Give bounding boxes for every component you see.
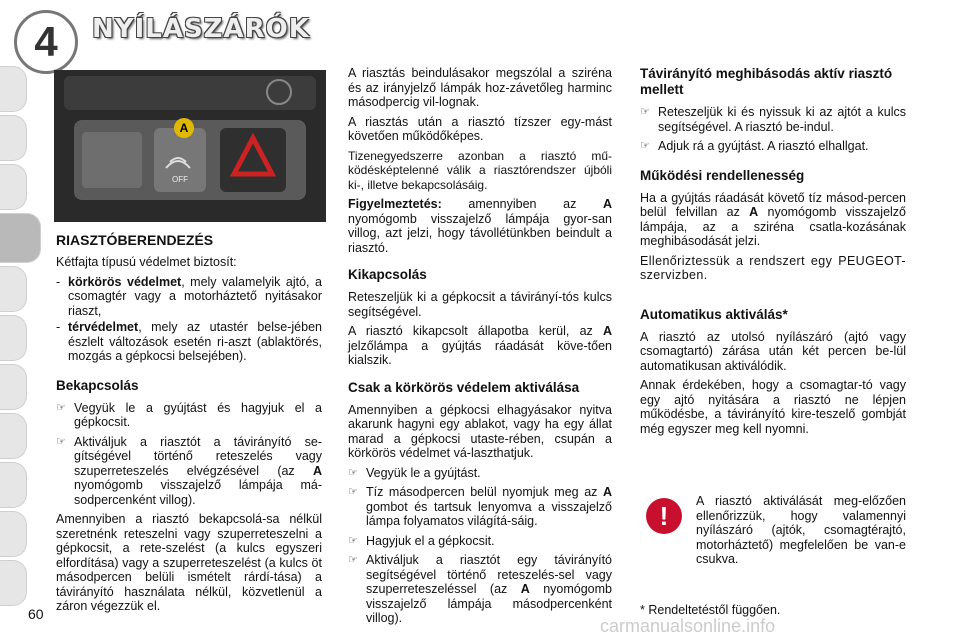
column-left [56,232,322,619]
protection-item-bold: térvédelmet [68,320,139,334]
chapter-tabs [0,66,40,609]
chapter-title: NYÍLÁSZÁRÓK [92,14,310,44]
body-paragraph: Reteszeljük ki a gépkocsit a távirányí-tós kulcs segítségével. [348,290,612,319]
defrost-button [82,132,142,188]
chapter-tab [0,364,27,410]
pointing-hand-icon: ☞ [348,466,358,479]
section-title-malfunction: Működési rendellenesség [640,167,805,183]
body-paragraph: Ellenőriztessük a rendszert egy PEUGEOT-szervizben. [640,253,906,282]
chapter-tab [0,164,27,210]
pointing-hand-icon: ☞ [56,435,66,448]
chapter-tab [0,66,27,112]
step-item: ☞ Vegyük le a gyújtást és hagyjuk el a gépkocsit. [56,400,322,429]
chapter-tab [0,266,27,312]
protection-item-text: , mely valamelyik ajtó, a csomagtér vagy a motorháztető nyitásakor riaszt, [68,274,322,318]
step-item: ☞ Aktiváljuk a riasztót egy távirányító segítségével történő reteszelés-sel vagy szuperreteszeléssel (az A nyomógomb visszajelző lámpája másodpercenként villog). [348,553,612,625]
section-title-remote-failure: Távirányító meghibásodás aktív riasztó mellett [640,66,893,97]
footnote: * Rendeltetéstől függően. [640,603,781,617]
protection-item-text: , mely az utastér belse-jében észlelt változások esetén ri-aszt (ablaktörés, mozgás a gépkocsi belsejében). [68,320,322,363]
dashboard-photo-svg [54,70,326,222]
column-right [640,66,906,441]
body-paragraph: A riasztás után a riasztó tízszer egy-mást követően működőképes. [348,114,612,143]
pointing-hand-icon: ☞ [348,554,358,566]
off-label: OFF [172,175,188,184]
body-paragraph: A riasztó kikapcsolt állapotba kerül, az A jelzőlámpa a gyújtás ráadását köve-tően kialszik. [348,324,612,367]
body-paragraph: A riasztó az utolsó nyílászáró (ajtó vagy csomagtartó) zárása után két percen be-lül automatikusan aktiválódik. [640,329,906,373]
watermark: carmanualsonline.info [600,616,776,636]
chapter-tab [0,462,27,508]
body-paragraph: Tizenegyedszerre azonban a riasztó mű-ködésképtelenné válik a riasztórendszer újbóli ki-, illetve bekapcsolásáig. [348,148,612,192]
pointing-hand-icon: ☞ [56,401,66,414]
warning-box [640,480,914,586]
warning-note: Figyelmeztetés: amennyiben az A nyomógomb visszajelző lámpája gyor-san villog, azt jelzi, hogy távollétünkben beindult a riasztó. [348,197,612,255]
step-item: ☞ Tíz másodpercen belül nyomjuk meg az A gombot és tartsuk lenyomva a visszajelző lámpa folyamatos világítá-sáig. [348,485,612,528]
pointing-hand-icon: ☞ [348,486,358,498]
chapter-number-badge: 4 [14,10,78,74]
step-item: ☞ Reteszeljük ki és nyissuk ki az ajtót a kulcs segítségével. A riasztó be-indul. [640,105,906,134]
chapter-tab [0,115,27,161]
chapter-tab [0,560,27,606]
a-indicator-letter: A [179,121,189,135]
section-title-auto-activation: Automatikus aktiválás* [640,306,788,322]
body-paragraph: A riasztás beindulásakor megszólal a sziréna és az irányjelző lámpák hoz-závetőleg harminc másodpercig vil-lognak. [348,66,612,109]
protection-item: - körkörös védelmet, mely valamelyik ajtó, a csomagtér vagy a motorháztető nyitásakor riaszt, [56,274,322,318]
step-item: ☞ Aktiváljuk a riasztót a távirányító se-gítségével történő reteszelés vagy szuperreteszelés elvégzésével (az A nyomógomb visszajelző lámpája má-sodpercenként villog). [56,434,322,507]
protection-item: - térvédelmet, mely az utastér belse-jében észlelt változások esetén ri-aszt (ablaktörés, mozgás a gépkocsi belsejében). [56,320,322,363]
intro-text: Kétfajta típusú védelmet biztosít: [56,255,237,269]
warning-text: A riasztó aktiválását meg-előzően ellenőrizzük, hogy valamennyi nyílászáró (ajtók, csomagtérajtó, motorháztető) megfelelően be van-e csukva. [696,494,906,566]
chapter-tab [0,413,27,459]
pointing-hand-icon: ☞ [348,534,358,547]
section-title-perimeter: Csak a körkörös védelem aktiválása [348,379,580,395]
chapter-tab [0,315,27,361]
body-paragraph: Annak érdekében, hogy a csomagtar-tó vagy egy ajtó nyitására a riasztó ne lépjen működésbe, a távirányító kire-teszelő gombját még egyszer meg kell nyomni. [640,378,906,436]
body-paragraph: Amennyiben a riasztó bekapcsolá-sa nélkül szeretnénk reteszelni vagy szuperreteszelni a gépkocsit, a rete-szelést (a kulcs egyszeri elfordítása) vagy a szuperreteszelést (a kulcs öt másodpercen belüli ismételt rárdí-tása) a távirányító használata nélkül, közvetlenül a záron végezzük el. [56,512,322,613]
section-title-activation: Bekapcsolás [56,377,139,393]
column-middle [348,66,612,631]
step-item: ☞ Adjuk rá a gyújtást. A riasztó elhallgat. [640,139,869,153]
chapter-tab-active [0,213,41,263]
section-title-alarm: RIASZTÓBERENDEZÉS [56,232,214,248]
pointing-hand-icon: ☞ [640,140,650,152]
page-number: 60 [28,606,44,622]
alarm-button-photo [54,70,326,222]
step-item: ☞ Vegyük le a gyújtást. [348,465,481,480]
body-paragraph: Amennyiben a gépkocsi elhagyásakor nyitva akarunk hagyni egy ablakot, vagy ha egy állat marad a gépkocsi utaste-rében, csupán a körkörös védelmet vá-laszthatjuk. [348,402,612,460]
protection-item-bold: körkörös védelmet [68,274,182,289]
section-title-deactivation: Kikapcsolás [348,267,427,282]
exclamation-icon: ! [646,498,682,534]
body-paragraph: Ha a gyújtás ráadását követő tíz másod-percen belül felvillan az A nyomógomb visszajelző lámpája, az a sziréna csatla-kozásának meghibásodását jelzi. [640,190,907,248]
step-item: ☞ Hagyjuk el a gépkocsit. [348,533,495,548]
pointing-hand-icon: ☞ [640,106,650,118]
chapter-tab [0,511,27,557]
